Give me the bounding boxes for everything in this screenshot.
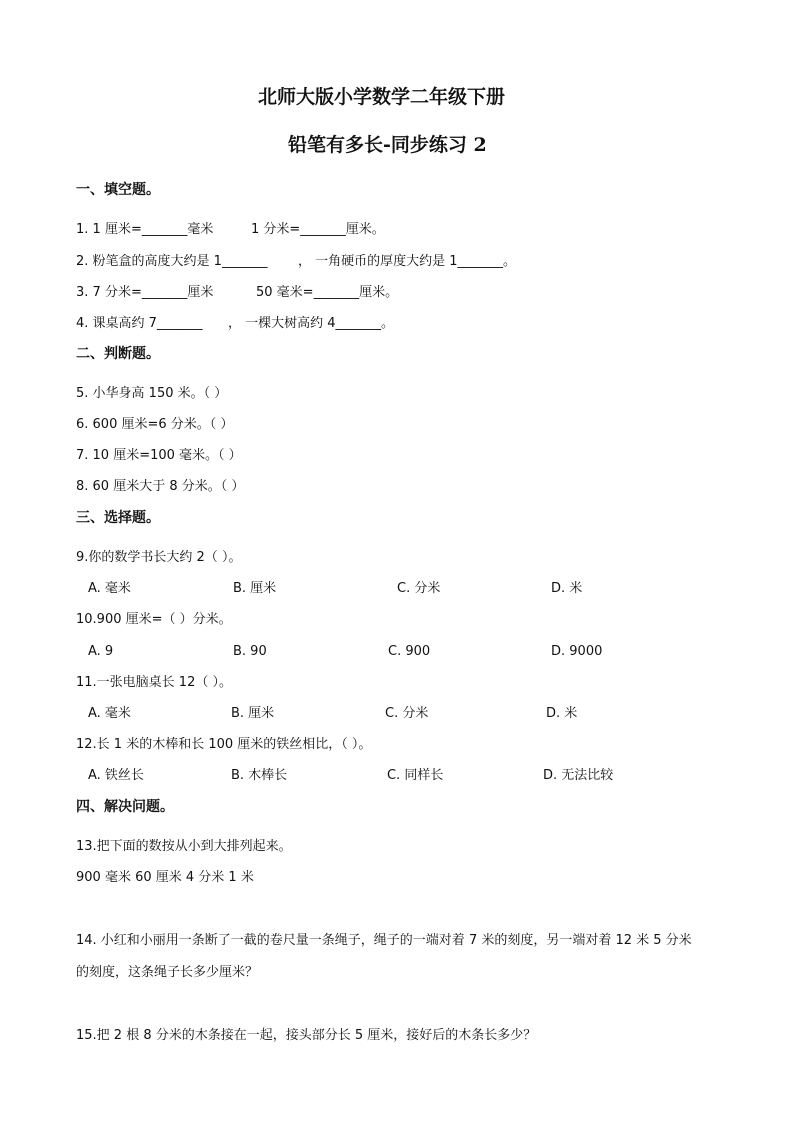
question-12-option-b: B. 木棒长 bbox=[231, 768, 288, 783]
question-9-option-b: B. 厘米 bbox=[233, 581, 277, 596]
question-2-part-a: 2. 粉笔盒的高度大约是 1_______ bbox=[76, 254, 268, 269]
question-11-option-a: A. 毫米 bbox=[88, 706, 131, 721]
question-9-option-a: A. 毫米 bbox=[88, 581, 131, 596]
section-judge-heading: 二、判断题。 bbox=[76, 346, 160, 362]
question-9-option-c: C. 分米 bbox=[397, 581, 441, 596]
question-4-part-b: ， 一棵大树高约 4_______。 bbox=[228, 316, 395, 331]
question-11-option-d: D. 米 bbox=[546, 706, 578, 721]
question-14-line-1: 14. 小红和小丽用一条断了一截的卷尺量一条绳子，绳子的一端对着 7 米的刻度，另一端对着 12 米 5 分米 bbox=[76, 933, 692, 948]
question-10: 10.900 厘米=（ ）分米。 bbox=[76, 612, 232, 627]
question-11-option-c: C. 分米 bbox=[385, 706, 429, 721]
question-3-part-a: 3. 7 分米=_______厘米 bbox=[76, 285, 214, 300]
section-fill-heading: 一、填空题。 bbox=[76, 182, 160, 198]
question-4-part-a: 4. 课桌高约 7_______ bbox=[76, 316, 203, 331]
question-12-option-c: C. 同样长 bbox=[387, 768, 444, 783]
question-11-option-b: B. 厘米 bbox=[231, 706, 275, 721]
question-3-part-b: 50 毫米=_______厘米。 bbox=[256, 285, 399, 300]
question-11: 11.一张电脑桌长 12（ ）。 bbox=[76, 675, 232, 690]
question-14-line-2: 的刻度，这条绳子长多少厘米？ bbox=[76, 965, 259, 980]
question-1-part-a: 1. 1 厘米=_______毫米 bbox=[76, 222, 214, 237]
question-5: 5. 小华身高 150 米。（ ） bbox=[76, 386, 228, 401]
question-6: 6. 600 厘米=6 分米。（ ） bbox=[76, 417, 234, 432]
question-13: 13.把下面的数按从小到大排列起来。 bbox=[76, 839, 292, 854]
question-10-option-c: C. 900 bbox=[388, 644, 431, 659]
question-12: 12.长 1 米的木棒和长 100 厘米的铁丝相比，（ ）。 bbox=[76, 737, 372, 752]
section-choice-heading: 三、选择题。 bbox=[76, 510, 160, 526]
page-title: 北师大版小学数学二年级下册 bbox=[258, 86, 506, 108]
question-1-part-b: 1 分米=_______厘米。 bbox=[251, 222, 385, 237]
question-10-option-b: B. 90 bbox=[233, 644, 267, 659]
question-10-option-d: D. 9000 bbox=[551, 644, 603, 659]
question-2-part-b: ， 一角硬币的厚度大约是 1_______。 bbox=[298, 254, 517, 269]
question-9: 9.你的数学书长大约 2（ ）。 bbox=[76, 550, 242, 565]
question-13-values: 900 毫米 60 厘米 4 分米 1 米 bbox=[76, 870, 254, 885]
question-12-option-d: D. 无法比较 bbox=[543, 768, 614, 783]
question-9-option-d: D. 米 bbox=[551, 581, 583, 596]
question-15: 15.把 2 根 8 分米的木条接在一起，接头部分长 5 厘米，接好后的木条长多少？ bbox=[76, 1028, 537, 1043]
question-7: 7. 10 厘米=100 毫米。（ ） bbox=[76, 448, 242, 463]
question-8: 8. 60 厘米大于 8 分米。（ ） bbox=[76, 479, 245, 494]
section-solve-heading: 四、解决问题。 bbox=[76, 799, 174, 815]
page-subtitle: 铅笔有多长-同步练习 2 bbox=[288, 134, 487, 156]
question-10-option-a: A. 9 bbox=[88, 644, 114, 659]
question-12-option-a: A. 铁丝长 bbox=[88, 768, 144, 783]
